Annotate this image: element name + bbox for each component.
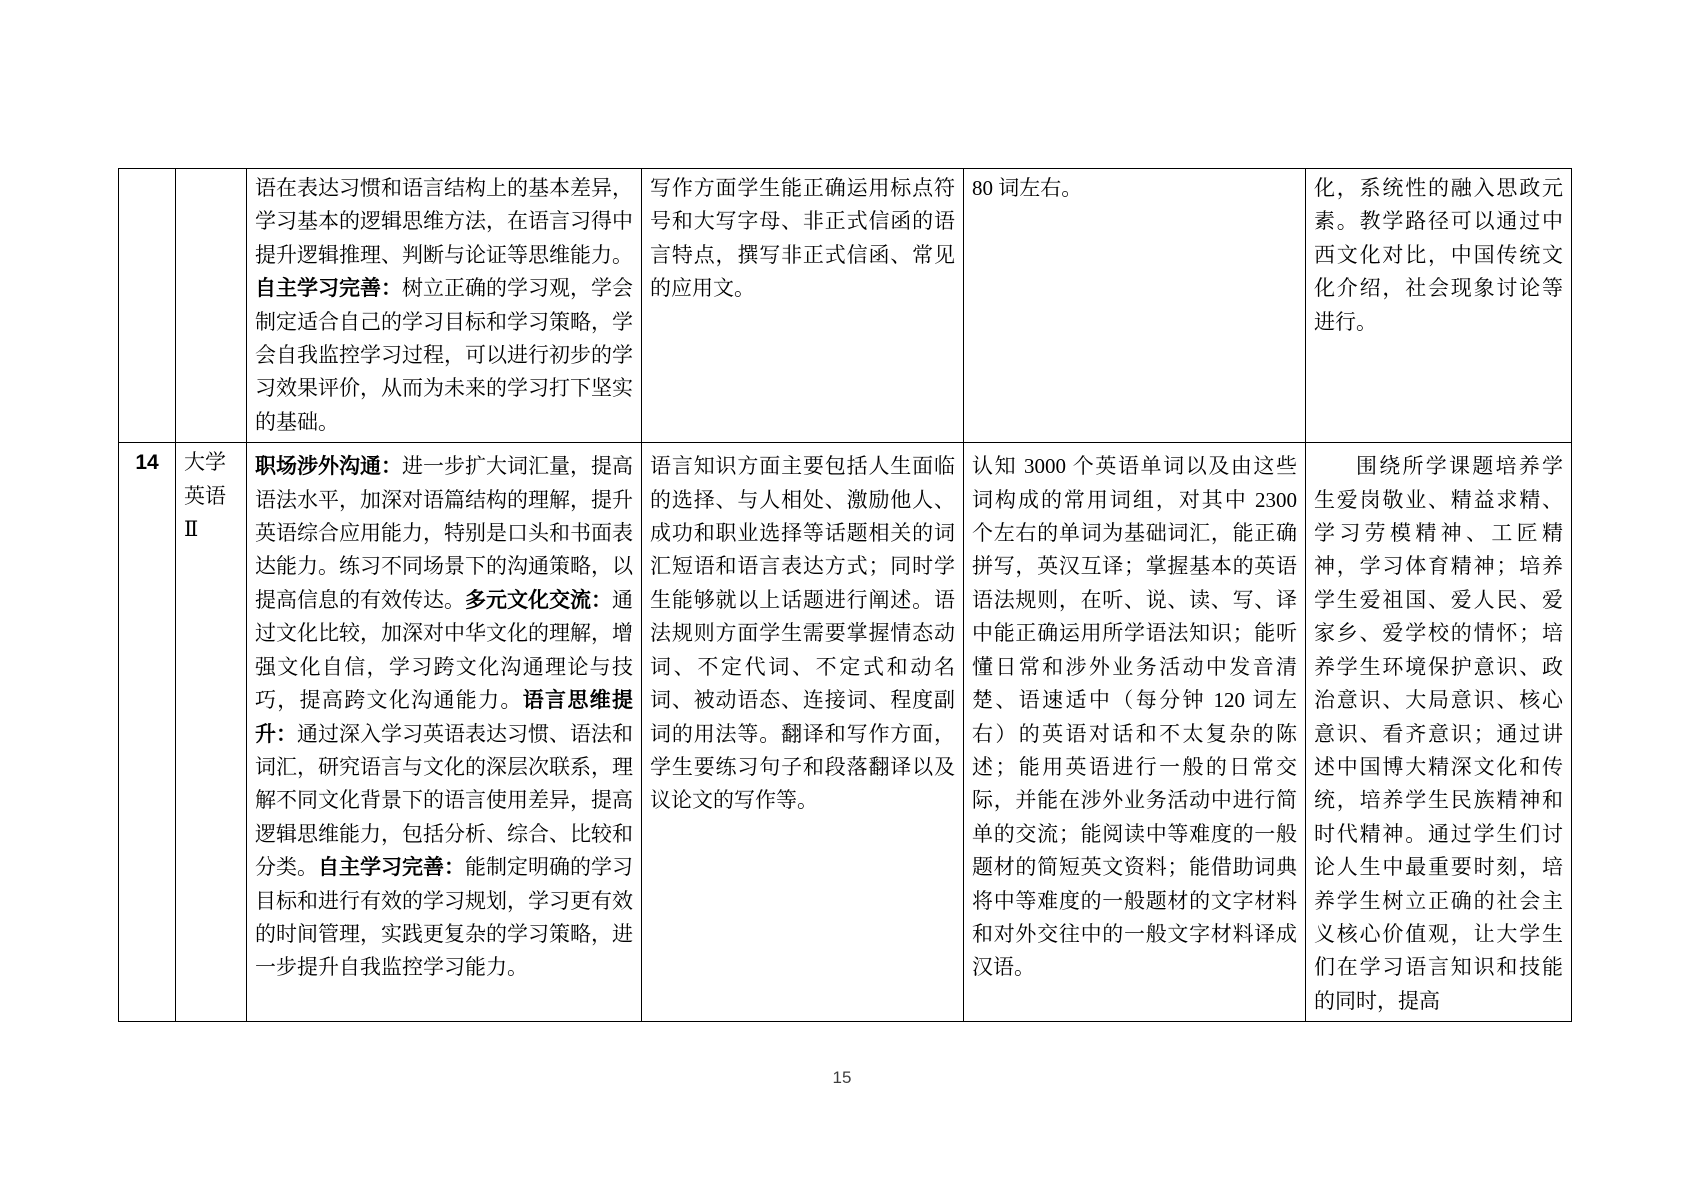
content-cell-continuation: 写作方面学生能正确运用标点符号和大写字母、非正式信函的语言特点，撰写非正式信函、常见的应用文。: [642, 169, 964, 443]
table-row-continuation: [119, 169, 1572, 443]
requirement-cell-continuation: 80 词左右。: [964, 169, 1306, 443]
seq-cell: 14: [119, 443, 176, 1022]
table-row-course-14: [119, 443, 1572, 1022]
course-name-cell-continuation: [176, 169, 247, 443]
requirement-cell: 认知 3000 个英语单词以及由这些词构成的常用词组，对其中 2300 个左右的单词为基础词汇，能正确拼写，英汉互译；掌握基本的英语语法规则，在听、说、读、写、译中能正确运用所学语法知识；能听懂日常和涉外业务活动中发音清楚、语速适中（每分钟 120 词左右）的英语对话和不太复杂的陈述；能用英语进行一般的日常交际，并能在涉外业务活动中进行简单的交流；能阅读中等难度的一般题材的简短英文资料；能借助词典将中等难度的一般题材的文字材料和对外交往中的一般文字材料译成汉语。: [964, 443, 1306, 1022]
page-number: 15: [832, 1068, 852, 1087]
course-table: [118, 168, 1572, 1022]
ideology-cell-continuation: 化，系统性的融入思政元素。教学路径可以通过中西文化对比，中国传统文化介绍，社会现象讨论等进行。: [1306, 169, 1572, 443]
course-name-cell: 大学英语Ⅱ: [176, 443, 247, 1022]
seq-cell-continuation: [119, 169, 176, 443]
objectives-cell: 职场涉外沟通：进一步扩大词汇量，提高语法水平，加深对语篇结构的理解，提升英语综合应用能力，特别是口头和书面表达能力。练习不同场景下的沟通策略，以提高信息的有效传达。多元文化交流：通过文化比较，加深对中华文化的理解，增强文化自信，学习跨文化沟通理论与技巧，提高跨文化沟通能力。语言思维提升：通过深入学习英语表达习惯、语法和词汇，研究语言与文化的深层次联系，理解不同文化背景下的语言使用差异，提高逻辑思维能力，包括分析、综合、比较和分类。自主学习完善：能制定明确的学习目标和进行有效的学习规划，学习更有效的时间管理，实践更复杂的学习策略，进一步提升自我监控学习能力。: [247, 443, 642, 1022]
objectives-cell-continuation: 语在表达习惯和语言结构上的基本差异，学习基本的逻辑思维方法，在语言习得中提升逻辑推理、判断与论证等思维能力。自主学习完善：树立正确的学习观，学会制定适合自己的学习目标和学习策略，学会自我监控学习过程，可以进行初步的学习效果评价，从而为未来的学习打下坚实的基础。: [247, 169, 642, 443]
ideology-cell: 围绕所学课题培养学生爱岗敬业、精益求精、学习劳模精神、工匠精神，学习体育精神；培养学生爱祖国、爱人民、爱家乡、爱学校的情怀；培养学生环境保护意识、政治意识、大局意识、核心意识、看齐意识；通过讲述中国博大精深文化和传统，培养学生民族精神和时代精神。通过学生们讨论人生中最重要时刻，培养学生树立正确的社会主义核心价值观，让大学生们在学习语言知识和技能的同时，提高: [1306, 443, 1572, 1022]
content-cell: 语言知识方面主要包括人生面临的选择、与人相处、激励他人、成功和职业选择等话题相关的词汇短语和语言表达方式；同时学生能够就以上话题进行阐述。语法规则方面学生需要掌握情态动词、不定代词、不定式和动名词、被动语态、连接词、程度副词的用法等。翻译和写作方面，学生要练习句子和段落翻译以及议论文的写作等。: [642, 443, 964, 1022]
